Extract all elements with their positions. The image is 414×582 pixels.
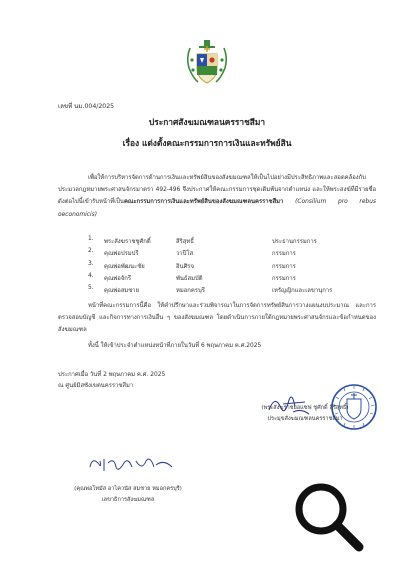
member-row	[88, 261, 378, 273]
member-number: 1.	[88, 236, 94, 242]
paragraph-duties: หน้าที่คณะกรรมการนี้คือ ให้คำปรึกษาและร่วมพิจารณาในการจัดการทรัพย์สินการวางแผนงบประมาณ และการตรวจสอบบัญชี และกิจการทางการเงินอื่น ๆ ของสังฆมณฑล โดยดำเนินการภายใต้กฎหมายพระศาสนจักรและข้อกำหนดของสังฆมณฑล	[58, 303, 376, 334]
issue-date: ประกาศเมื่อ วันที่ 2 พฤษภาคม ค.ศ. 2025	[58, 372, 166, 378]
member-first-name: คุณพ่อปรมปรี	[104, 251, 139, 258]
member-first-name: พระสังฆราชชูศักดิ์	[104, 239, 151, 245]
magnifier-icon	[283, 471, 373, 561]
secretary-name: (คุณพ่อโทมัส อาไควนัส สมชาย หมอกครบุรี)	[74, 486, 182, 492]
paragraph-purpose	[58, 172, 376, 221]
member-row	[88, 273, 378, 285]
issue-place: ณ ศูนย์มิสซังเขตนครราชสีมา	[58, 383, 134, 389]
member-list	[88, 236, 378, 297]
member-role: กรรมการ	[272, 263, 296, 270]
document-number: เลขที่ นม.004/2025	[58, 103, 115, 110]
member-first-name: คุณพ่อสมชาย	[104, 288, 140, 295]
zoom-button[interactable]	[283, 471, 373, 561]
member-row	[88, 236, 378, 248]
member-role: ประธานกรรมการ	[272, 239, 317, 245]
member-row	[88, 285, 378, 297]
member-number: 5.	[88, 285, 94, 292]
member-role: กรรมการ	[272, 251, 296, 258]
member-number: 3.	[88, 260, 94, 267]
member-role: เหรัญญิกและเลขานุการ	[272, 288, 333, 295]
member-row	[88, 248, 378, 260]
secretary-signature	[86, 453, 176, 475]
bishop-name: (พระสังฆราชยอแซฟ ชูศักดิ์ สิริสุทธิ์)	[261, 405, 349, 411]
member-last-name: อินศิรจ	[176, 263, 194, 270]
secretary-title: เลขาธิการสังฆมณฑล	[101, 497, 155, 503]
committee-latin-name: (Consilium pro rebus oeconomicis)	[58, 199, 377, 218]
bishop-title: ประมุขสังฆมณฑลนครราชสีมา	[267, 416, 343, 422]
member-last-name: พันธ์สมบัติ	[176, 275, 203, 282]
secretary-signature-caption	[58, 484, 198, 506]
committee-name: คณะกรรมการการเงินและทรัพย์สินของสังฆมณฑลนครราชสีมา	[123, 199, 284, 206]
member-first-name: คุณพ่อพัฒนะชัย	[104, 263, 145, 270]
paragraph-purpose-text: เพื่อให้การบริหารจัดการด้านการเงินและทรัพย์สินของสังฆมณฑลให้เป็นไปอย่างมีประสิทธิภาพและสอดคล้องกับประมวลกฎหมายพระศาสนจักรมาตรา 492-496 จึงประกาศให้คณะกรรมการชุดเดิมพ้นจากตำแหน่ง และให้พระสงฆ์ที่มีรายชื่อดังต่อไปนี้เข้ารับหน้าที่เป็น	[58, 175, 376, 206]
member-last-name: วาปีโส	[176, 251, 194, 258]
paragraph-effective-date: ทั้งนี้ ให้เข้าประจำตำแหน่งหน้าที่ภายในวันที่ 6 พฤษภาคม ค.ศ.2025	[88, 343, 262, 349]
announcement-title: ประกาศสังฆมณฑลนครราชสีมา	[148, 117, 266, 127]
bishop-signature-caption	[230, 403, 380, 425]
member-number: 4.	[88, 272, 94, 279]
issue-date-block	[58, 370, 165, 392]
member-last-name: หมอกครบุรี	[176, 288, 205, 295]
member-number: 2.	[88, 248, 94, 255]
announcement-subject: เรื่อง แต่งตั้งคณะกรรมการการเงินและทรัพย์สิน	[122, 138, 292, 148]
coat-of-arms-icon	[184, 38, 230, 88]
member-first-name: คุณพ่อจักรี	[104, 275, 132, 282]
member-last-name: สิริสุทธิ์	[176, 239, 194, 245]
member-role: กรรมการ	[272, 275, 296, 282]
